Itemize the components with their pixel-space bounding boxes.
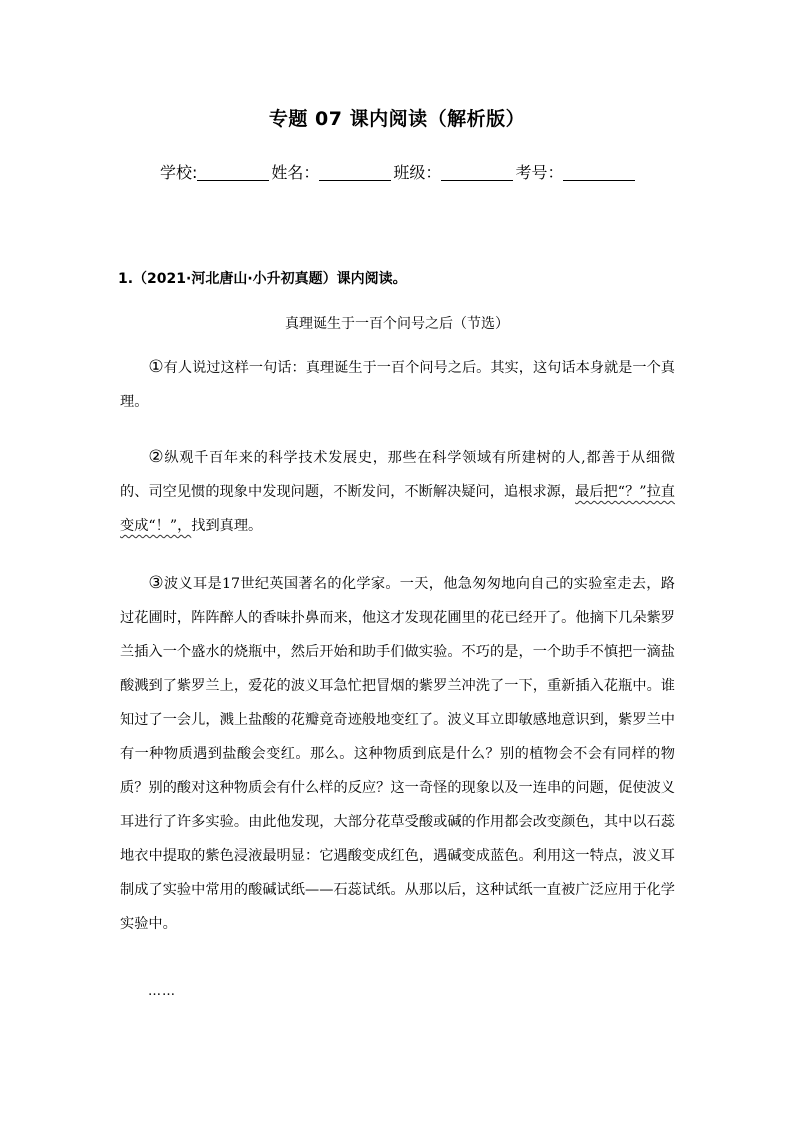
paragraph-text-end: 找到真理。 xyxy=(191,518,263,534)
article-title: 真理诞生于一百个问号之后（节选） xyxy=(285,316,509,332)
student-info-line xyxy=(160,160,637,183)
paragraph-marker: ① xyxy=(148,357,164,377)
paragraph-marker: ② xyxy=(148,447,165,467)
question-header: 1.（2021·河北唐山·小升初真题）课内阅读。 xyxy=(118,271,407,287)
page-title: 专题 07 课内阅读（解析版） xyxy=(268,108,526,130)
paragraph-text: 波义耳是17世纪英国著名的化学家。一天，他急匆匆地向自己的实验室走去，路过花圃时，阵阵醉人的香味扑鼻而来，他这才发现花圃里的花已经开了。他摘下几朵紫罗兰插入一个盛水的烧瓶中，然后开始和助手们做实验。不巧的是，一个助手不慎把一滴盐酸溅到了紫罗兰上，爱花的波义耳急忙把冒烟的紫罗兰冲洗了一下，重新插入花瓶中。谁知过了一会儿，溅上盐酸的花瓣竟奇迹般地变红了。波义耳立即敏感地意识到，紫罗兰中有一种物质遇到盐酸会变红。那么。这种物质到底是什么？别的植物会不会有同样的物质？别的酸对这种物质会有什么样的反应？这一奇怪的现象以及一连串的问题，促使波义耳进行了许多实验。由此他发现，大部分花草受酸或碱的作用都会改变颜色，其中以石蕊地衣中提取的紫色浸液最明显：它遇酸变成红色，遇碱变成蓝色。利用这一特点，波义耳制成了实验中常用的酸碱试纸——石蕊试纸。从那以后，这种试纸一直被广泛应用于化学实验中。 xyxy=(120,576,675,932)
paragraph-1 xyxy=(120,350,675,419)
school-blank[interactable] xyxy=(197,162,269,181)
paragraph-3 xyxy=(120,566,675,941)
school-label: 学校: xyxy=(160,163,198,182)
exam-number-label: 考号： xyxy=(515,163,564,182)
paragraph-text: 纵观千百年来的科学技术发展史，那些在科学领域有所建树的人,都善于从细微的、司空见惯的现象中发现问题，不断发问，不断解决疑问，追根求源， xyxy=(120,450,676,500)
ellipsis: …… xyxy=(148,984,176,999)
name-label: 姓名： xyxy=(271,163,320,182)
paragraph-2 xyxy=(120,440,675,543)
exam-number-blank[interactable] xyxy=(563,162,635,181)
paragraph-text: 有人说过这样一句话：真理诞生于一百个问号之后。其实，这句话本身就是一个真理。 xyxy=(120,360,675,410)
wavy-underlined-sentence: 最后把“？”拉直变成“！”， xyxy=(120,484,675,534)
class-label: 班级： xyxy=(393,163,442,182)
class-blank[interactable] xyxy=(441,162,513,181)
paragraph-marker: ③ xyxy=(148,573,164,593)
name-blank[interactable] xyxy=(319,162,391,181)
